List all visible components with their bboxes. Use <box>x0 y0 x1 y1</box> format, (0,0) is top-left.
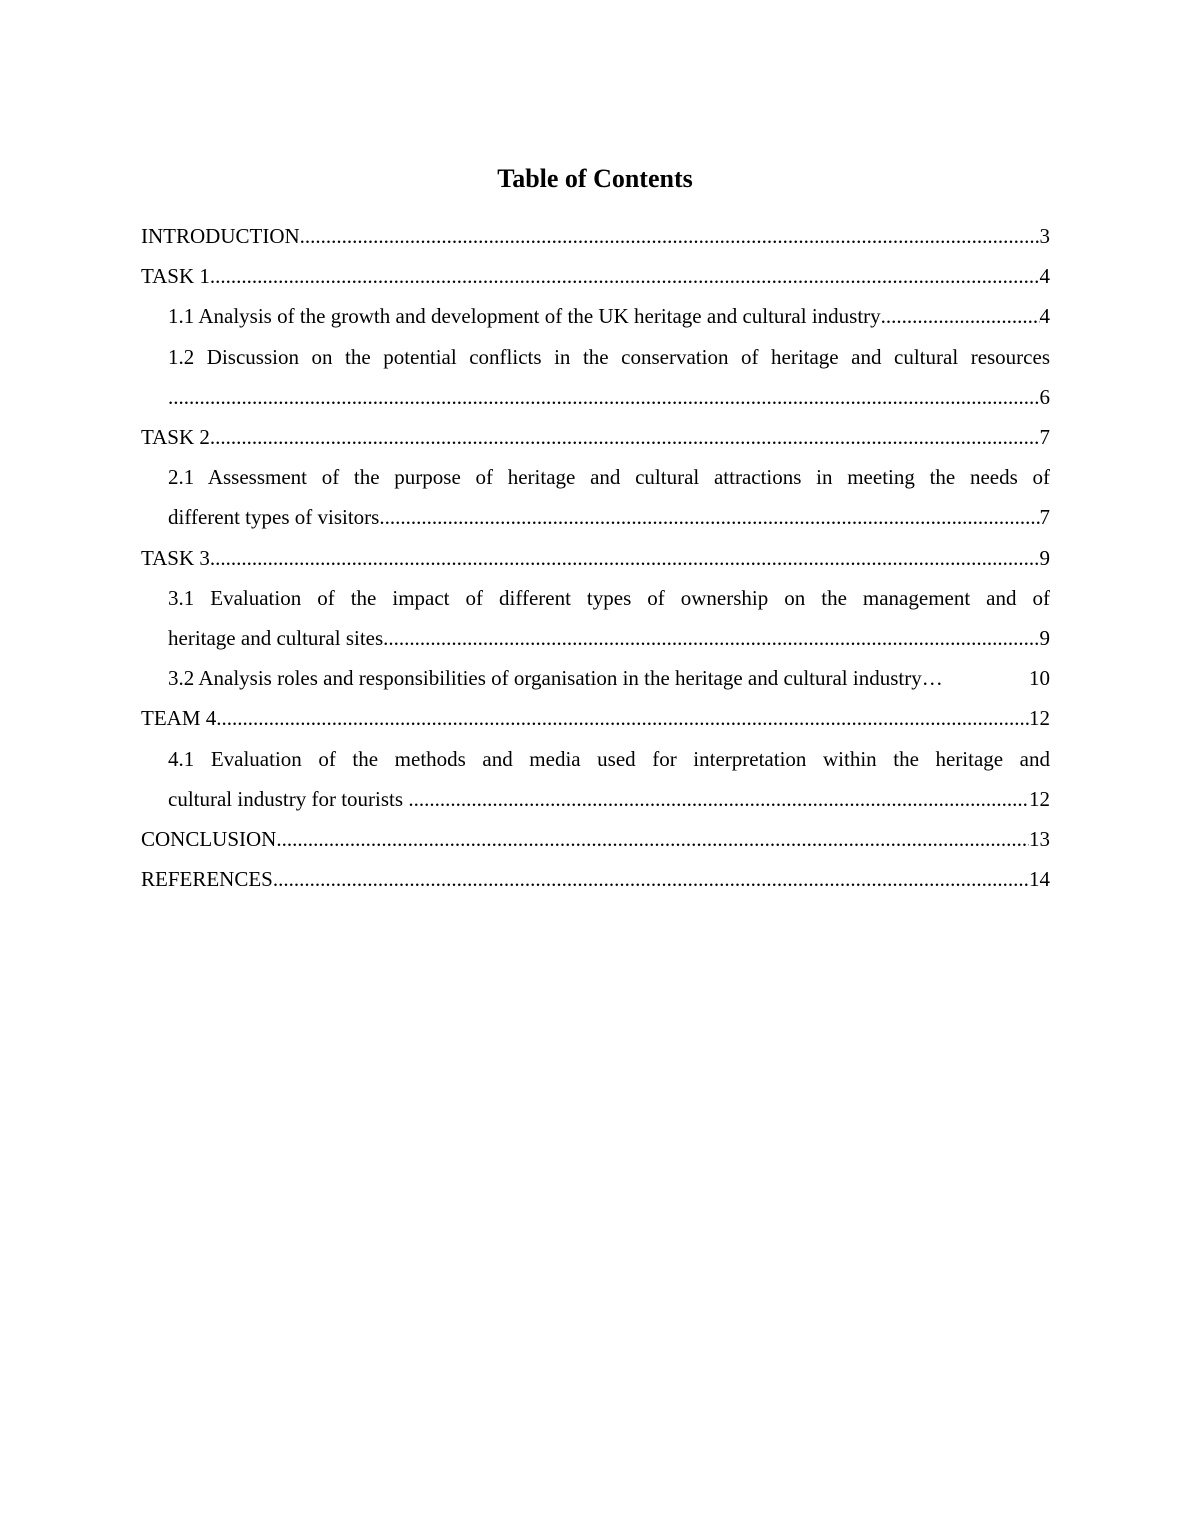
toc-entry-1-1[interactable] <box>141 296 1050 336</box>
toc-entry-label: INTRODUCTION <box>141 224 300 248</box>
toc-entry-references[interactable] <box>141 859 1050 899</box>
table-of-contents <box>141 216 1050 899</box>
toc-entry-team-4[interactable] <box>141 698 1050 738</box>
dot-leader <box>379 497 1039 537</box>
toc-entry-label: TEAM 4 <box>141 706 217 731</box>
toc-entry-label-continued: different types of visitors <box>168 505 380 530</box>
toc-entry-task-3[interactable] <box>141 538 1050 578</box>
toc-page-number: 9 <box>1039 626 1050 651</box>
toc-page-number: 4 <box>1039 264 1050 289</box>
toc-entry-conclusion[interactable] <box>141 819 1050 859</box>
toc-entry-1-2[interactable] <box>141 337 1050 417</box>
dot-leader <box>383 618 1039 658</box>
toc-entry-label: 1.2 Discussion on the potential conflicts in the conservation of heritage and cultural resources <box>168 344 1050 369</box>
dot-leader <box>408 779 1029 819</box>
toc-entry-label: TASK 3 <box>141 545 210 570</box>
toc-entry-label: 3.2 Analysis roles and responsibilities of organisation in the heritage and cultural industry… <box>168 666 943 691</box>
toc-entry-4-1[interactable] <box>141 739 1050 819</box>
dot-leader <box>300 216 1040 256</box>
dot-leader <box>216 698 1029 738</box>
dot-leader <box>276 819 1029 859</box>
toc-entry-label: 1.1 Analysis of the growth and development of the UK heritage and cultural industry <box>168 304 881 329</box>
toc-entry-label: CONCLUSION <box>141 827 277 852</box>
toc-entry-label: REFERENCES <box>141 867 273 892</box>
toc-page-number: 7 <box>1039 425 1050 450</box>
toc-page-number: 9 <box>1039 545 1050 570</box>
toc-page-number: 14 <box>1029 867 1050 892</box>
dot-leader <box>273 859 1029 899</box>
toc-page-number: 7 <box>1039 505 1050 530</box>
toc-page-number: 13 <box>1029 827 1050 852</box>
toc-entry-3-2[interactable] <box>141 658 1050 698</box>
dot-leader <box>168 377 1040 417</box>
toc-page-number: 10 <box>1029 666 1050 691</box>
toc-entry-label: 2.1 Assessment of the purpose of heritage and cultural attractions in meeting the needs of <box>168 465 1050 490</box>
toc-entry-task-2[interactable] <box>141 417 1050 457</box>
toc-entry-2-1[interactable] <box>141 457 1050 537</box>
page-title: Table of Contents <box>497 164 693 193</box>
dot-leader <box>210 417 1040 457</box>
toc-entry-task-1[interactable] <box>141 256 1050 296</box>
toc-entry-label: TASK 1 <box>141 264 210 289</box>
toc-page-number: 4 <box>1039 304 1050 329</box>
toc-entry-label: 4.1 Evaluation of the methods and media used for interpretation within the heritage and <box>168 746 1050 771</box>
dot-leader <box>881 296 1040 336</box>
dot-leader <box>210 256 1040 296</box>
dot-leader <box>210 538 1040 578</box>
toc-entry-label: 3.1 Evaluation of the impact of different types of ownership on the management and of <box>168 585 1050 610</box>
toc-page-number: 3 <box>1039 224 1050 248</box>
toc-entry-label-continued: cultural industry for tourists <box>168 786 409 811</box>
toc-entry-introduction[interactable] <box>141 216 1050 256</box>
toc-page-number: 12 <box>1029 786 1050 811</box>
toc-page-number: 6 <box>1039 384 1050 409</box>
toc-entry-label: TASK 2 <box>141 425 210 450</box>
toc-entry-label-continued: heritage and cultural sites <box>168 626 384 651</box>
toc-page-number: 12 <box>1029 706 1050 731</box>
toc-entry-3-1[interactable] <box>141 578 1050 658</box>
